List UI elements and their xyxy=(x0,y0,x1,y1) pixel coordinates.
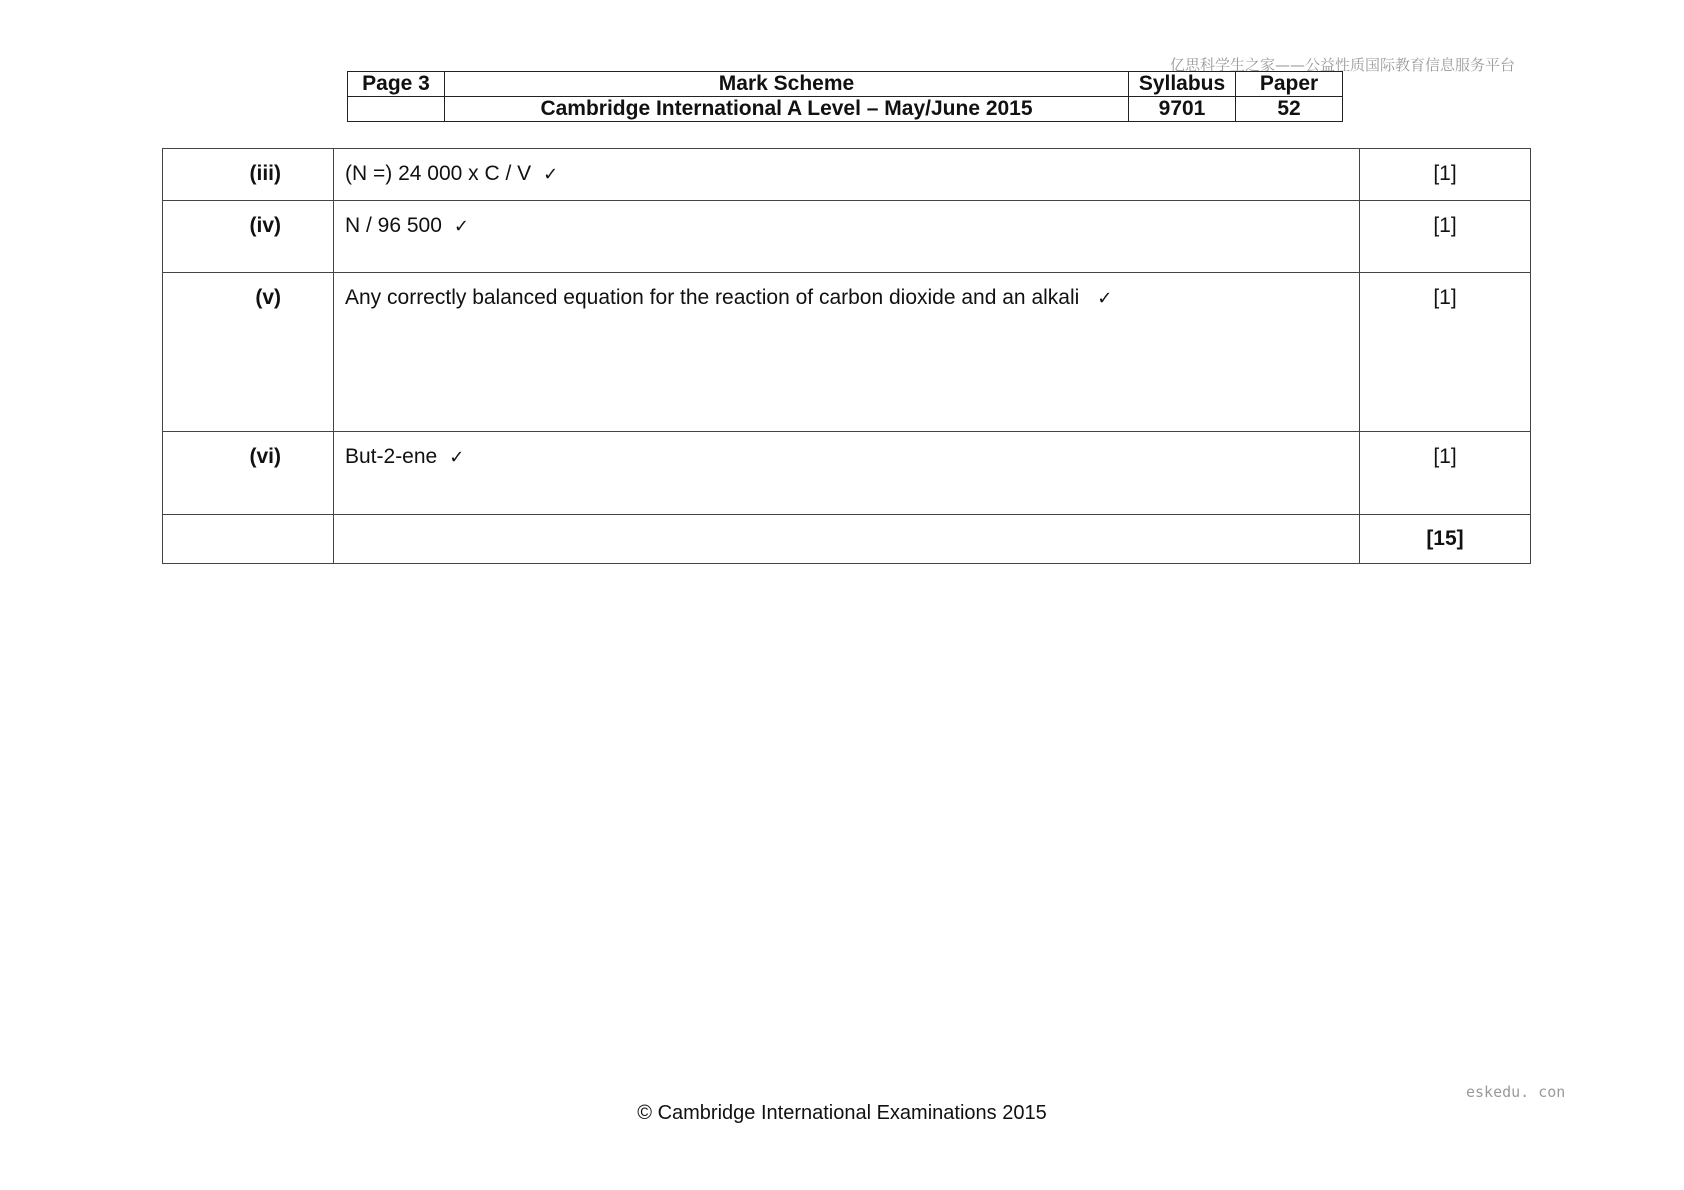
question-cell xyxy=(163,432,334,515)
copyright-footer: © Cambridge International Examinations 2015 xyxy=(637,1102,1047,1124)
question-number: (iii) xyxy=(249,162,281,185)
check-mark-icon: ✓ xyxy=(543,164,559,185)
question-number: (iv) xyxy=(249,214,281,237)
question-cell xyxy=(163,201,334,273)
table-row xyxy=(163,201,1531,273)
paper-label: Paper xyxy=(1236,72,1343,97)
table-row xyxy=(163,432,1531,515)
page-number: Page 3 xyxy=(348,72,445,97)
total-mark-cell xyxy=(1360,515,1531,564)
mark-value: [1] xyxy=(1433,286,1457,309)
check-mark-icon: ✓ xyxy=(453,216,469,237)
mark-cell xyxy=(1360,149,1531,201)
watermark-top: 亿思科学生之家——公益性质国际教育信息服务平台 xyxy=(1170,56,1516,74)
answer-cell xyxy=(334,515,1360,564)
watermark-bottom: eskedu. con xyxy=(1466,1083,1566,1101)
total-row xyxy=(163,515,1531,564)
document-title: Mark Scheme xyxy=(445,72,1129,97)
mark-value: [1] xyxy=(1433,445,1457,468)
question-cell xyxy=(163,273,334,432)
answer-text: N / 96 500 xyxy=(345,214,442,237)
mark-cell xyxy=(1360,273,1531,432)
syllabus-code: 9701 xyxy=(1129,97,1236,122)
header-empty-cell xyxy=(348,97,445,122)
answer-cell xyxy=(334,273,1360,432)
question-cell xyxy=(163,515,334,564)
answer-cell xyxy=(334,432,1360,515)
question-number: (vi) xyxy=(249,445,281,468)
mark-value: [1] xyxy=(1433,214,1457,237)
table-row xyxy=(163,273,1531,432)
paper-number: 52 xyxy=(1236,97,1343,122)
mark-cell xyxy=(1360,432,1531,515)
answer-text: (N =) 24 000 x C / V xyxy=(345,162,532,185)
question-number: (v) xyxy=(255,286,281,309)
mark-cell xyxy=(1360,201,1531,273)
answer-cell xyxy=(334,149,1360,201)
check-mark-icon: ✓ xyxy=(449,447,465,468)
table-row xyxy=(163,149,1531,201)
check-mark-icon: ✓ xyxy=(1097,288,1113,309)
question-cell xyxy=(163,149,334,201)
mark-value: [1] xyxy=(1433,162,1457,185)
total-mark: [15] xyxy=(1426,527,1464,550)
answer-cell xyxy=(334,201,1360,273)
header-table xyxy=(347,71,1343,122)
document-subtitle: Cambridge International A Level – May/June 2015 xyxy=(445,97,1129,122)
syllabus-label: Syllabus xyxy=(1129,72,1236,97)
answer-text: But-2-ene xyxy=(345,445,438,468)
mark-scheme-table xyxy=(162,148,1531,564)
answer-text: Any correctly balanced equation for the reaction of carbon dioxide and an alkali xyxy=(345,286,1080,309)
